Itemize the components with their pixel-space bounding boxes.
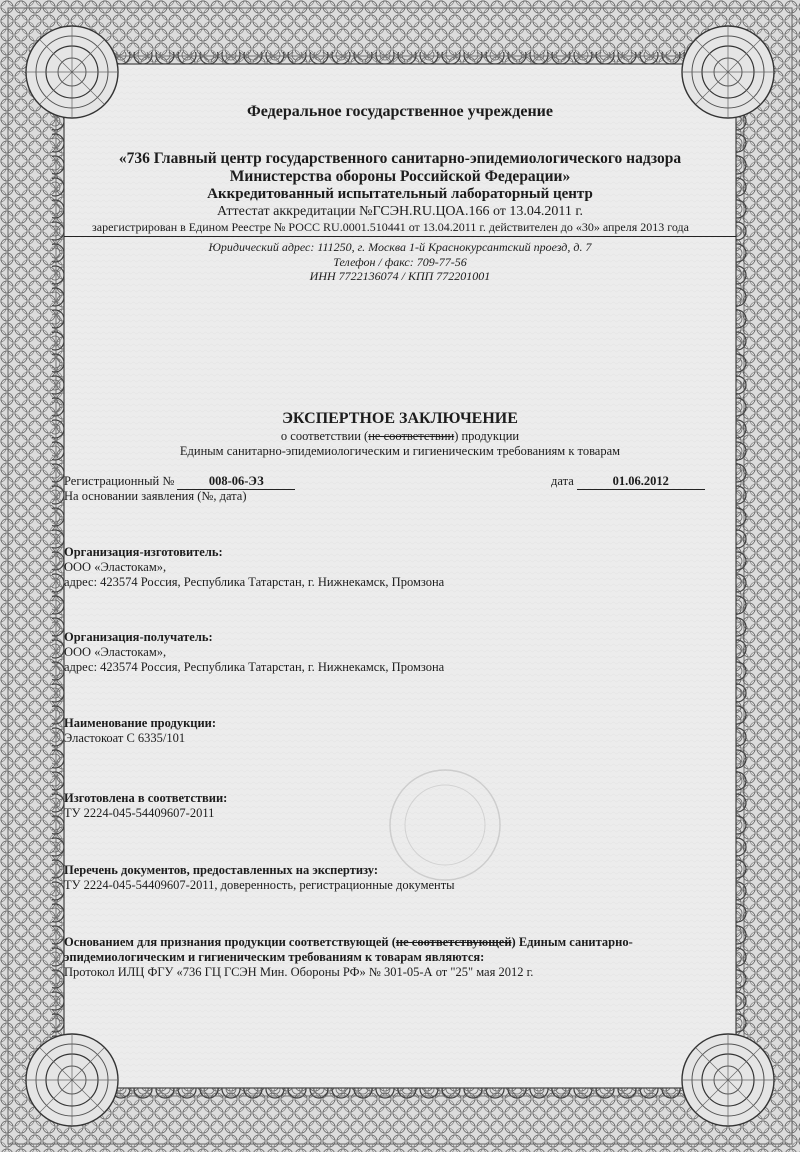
- basis-heading-suffix: ) Единым санитарно-: [511, 935, 633, 949]
- subline-prefix: о соответствии (: [280, 429, 369, 443]
- application-basis: На основании заявления (№, дата): [64, 489, 247, 503]
- recipient-heading: Организация-получатель:: [64, 630, 213, 644]
- inn-kpp: ИНН 7722136074 / КПП 772201001: [309, 269, 491, 283]
- manufacturer-name: ООО «Эластокам»,: [64, 560, 167, 574]
- subline-suffix: ) продукции: [454, 429, 520, 443]
- product-name: Эластокоат С 6335/101: [64, 731, 186, 745]
- center-name-line1: «736 Главный центр государственного санитарно-эпидемиологического надзора: [118, 150, 682, 167]
- basis-heading-line2: эпидемиологическим и гигиеническим требованиям к товарам являются:: [64, 950, 485, 964]
- made-per-value: ТУ 2224-045-54409607-2011: [64, 806, 215, 820]
- basis-struck-text: не соответствующей: [395, 935, 512, 949]
- document-title: ЭКСПЕРТНОЕ ЗАКЛЮЧЕНИЕ: [282, 410, 518, 427]
- subline-struck-text: не соответствии: [368, 429, 455, 443]
- recipient-name: ООО «Эластокам»,: [64, 645, 167, 659]
- documents-value: ТУ 2224-045-54409607-2011, доверенность, регистрационные документы: [64, 878, 455, 892]
- header-divider: [64, 236, 736, 237]
- registration-label: Регистрационный №: [64, 474, 175, 488]
- basis-heading: [64, 935, 633, 950]
- title-subline: [0, 429, 800, 444]
- center-name-line2: Министерства обороны Российской Федерации»: [229, 168, 571, 185]
- lab-name: Аккредитованный испытательный лабораторный центр: [207, 186, 593, 202]
- documents-heading: Перечень документов, предоставленных на экспертизу:: [64, 863, 379, 877]
- recipient-address: адрес: 423574 Россия, Республика Татарстан, г. Нижнекамск, Промзона: [64, 660, 445, 674]
- registration-number-row: [64, 474, 295, 490]
- phone-fax: Телефон / факс: 709-77-56: [333, 255, 467, 269]
- basis-value: Протокол ИЛЦ ФГУ «736 ГЦ ГСЭН Мин. Обороны РФ» № 301-05-А от "25" мая 2012 г.: [64, 965, 534, 979]
- institution-heading: Федеральное государственное учреждение: [247, 103, 553, 120]
- registration-date: 01.06.2012: [577, 474, 705, 490]
- registration-date-row: [551, 474, 705, 490]
- product-heading: Наименование продукции:: [64, 716, 217, 730]
- registration-number: 008-06-ЭЗ: [177, 474, 295, 490]
- registry-line: зарегистрирован в Едином Реестре № РОСС RU.0001.510441 от 13.04.2011 г. действителен до «30» апреля 2013 года: [92, 220, 689, 234]
- title-subline2: Единым санитарно-эпидемиологическим и гигиеническим требованиям к товарам: [179, 444, 621, 458]
- legal-address: Юридический адрес: 111250, г. Москва 1-й Краснокурсантский проезд, д. 7: [208, 240, 592, 254]
- date-label: дата: [551, 474, 574, 488]
- basis-heading-prefix: Основанием для признания продукции соответствующей (: [64, 935, 396, 949]
- made-per-heading: Изготовлена в соответствии:: [64, 791, 228, 805]
- manufacturer-heading: Организация-изготовитель:: [64, 545, 223, 559]
- accreditation-line: Аттестат аккредитации №ГСЭН.RU.ЦОА.166 от 13.04.2011 г.: [216, 204, 584, 219]
- manufacturer-address: адрес: 423574 Россия, Республика Татарстан, г. Нижнекамск, Промзона: [64, 575, 445, 589]
